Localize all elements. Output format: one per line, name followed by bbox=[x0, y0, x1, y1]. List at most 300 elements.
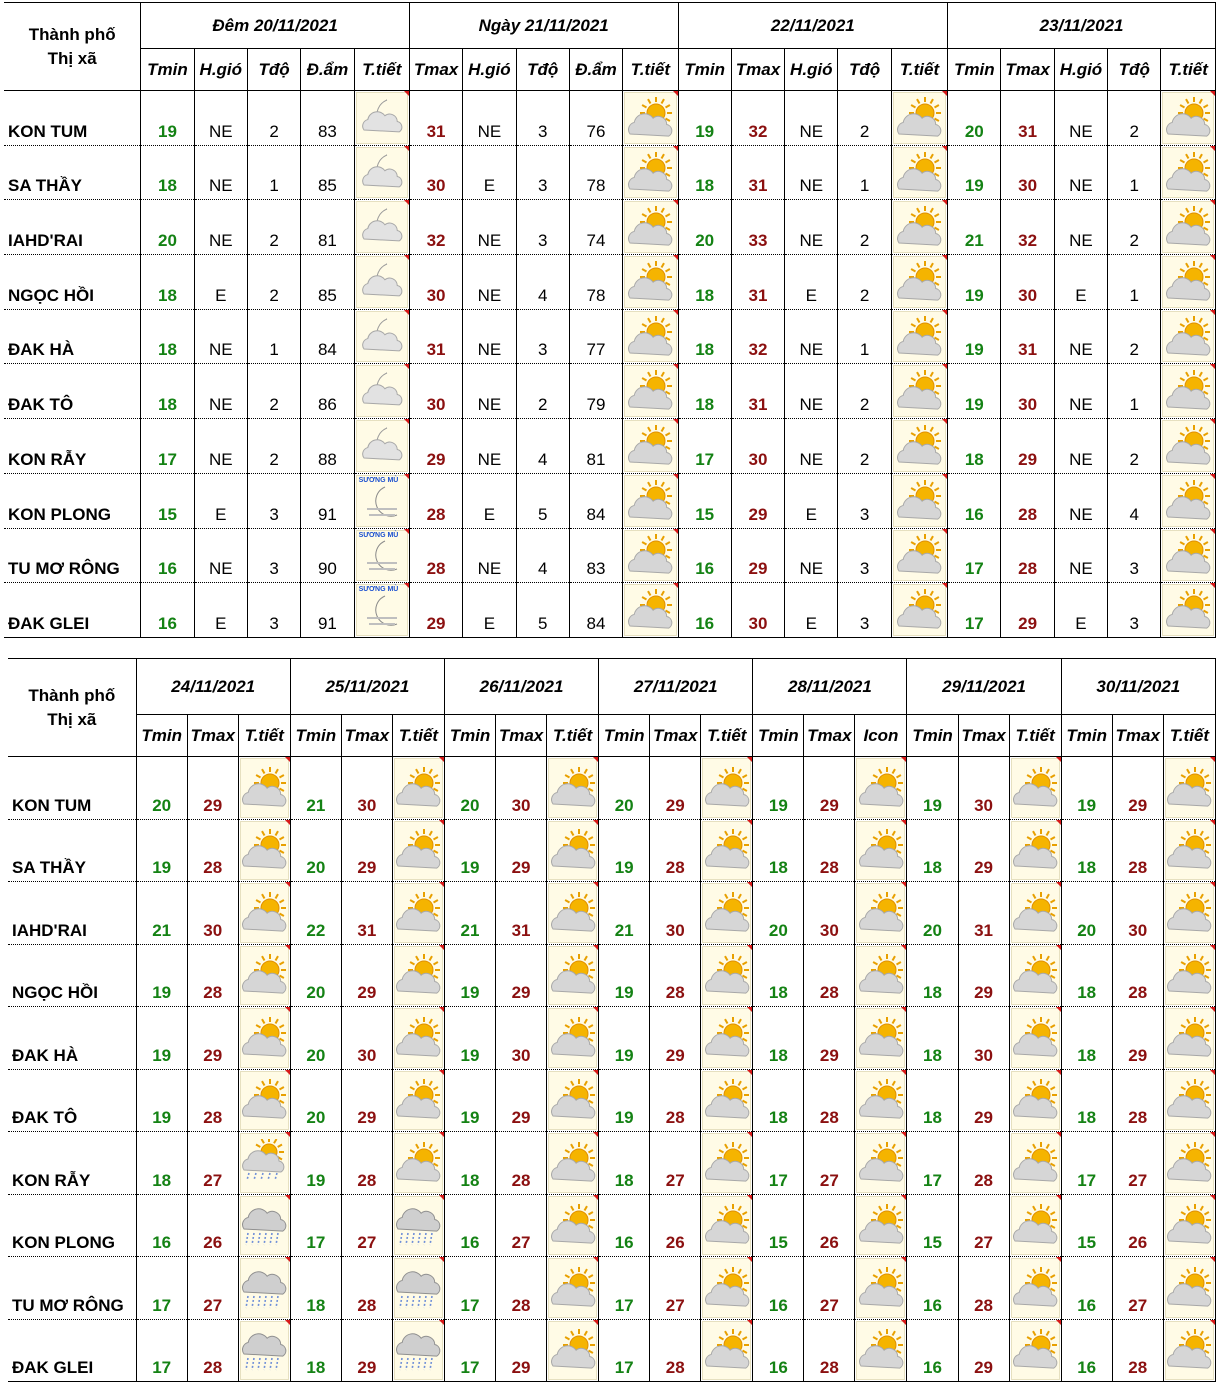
min-temp-cell: 20 bbox=[290, 944, 341, 1007]
max-temp-cell: 28 bbox=[958, 1257, 1009, 1320]
value-cell: 30 bbox=[409, 145, 462, 200]
weather-cell bbox=[891, 583, 947, 638]
max-temp-cell: 27 bbox=[187, 1257, 238, 1320]
sun-cloud-icon bbox=[624, 147, 676, 199]
max-temp-cell: 29 bbox=[1112, 757, 1163, 820]
max-temp-cell: 27 bbox=[1112, 1132, 1163, 1195]
max-temp-cell: 27 bbox=[496, 1194, 547, 1257]
value-cell: 18 bbox=[678, 309, 731, 364]
max-temp-cell: 28 bbox=[1112, 1319, 1163, 1382]
sun-cloud-icon bbox=[1011, 946, 1060, 1006]
sun-cloud-icon bbox=[1011, 1258, 1060, 1318]
max-temp-cell: 29 bbox=[496, 944, 547, 1007]
weather-cell bbox=[701, 1132, 753, 1195]
value-cell: 84 bbox=[569, 473, 622, 528]
min-temp-cell: 16 bbox=[1061, 1319, 1112, 1382]
weather-cell bbox=[392, 1007, 444, 1070]
weather-cell bbox=[1161, 583, 1216, 638]
column-header: T.tiết bbox=[1161, 49, 1216, 91]
sun-cloud-icon bbox=[1011, 758, 1060, 818]
value-cell: 18 bbox=[678, 145, 731, 200]
value-cell: 3 bbox=[1108, 528, 1161, 583]
value-cell: NE bbox=[785, 309, 838, 364]
sun-cloud-icon bbox=[1165, 946, 1214, 1006]
sun-cloud-icon bbox=[240, 883, 289, 943]
sun-cloud-icon bbox=[893, 530, 946, 582]
value-cell: 18 bbox=[948, 419, 1001, 474]
rain-cloud-icon bbox=[394, 1258, 443, 1318]
value-cell: 88 bbox=[301, 419, 354, 474]
value-cell: 1 bbox=[247, 145, 300, 200]
fog-night-icon bbox=[356, 584, 408, 636]
min-temp-cell: 20 bbox=[290, 819, 341, 882]
max-temp-cell: 26 bbox=[804, 1194, 855, 1257]
table-row bbox=[8, 1194, 1216, 1257]
min-temp-cell: 20 bbox=[753, 882, 804, 945]
min-temp-cell: 19 bbox=[444, 1069, 495, 1132]
weather-cell bbox=[1163, 1069, 1215, 1132]
max-temp-cell: 27 bbox=[804, 1257, 855, 1320]
sun-cloud-icon bbox=[1162, 92, 1214, 144]
min-temp-cell: 18 bbox=[136, 1132, 187, 1195]
weather-cell bbox=[891, 309, 947, 364]
sun-cloud-icon bbox=[394, 883, 443, 943]
weather-cell bbox=[354, 145, 409, 200]
column-header: Tmax bbox=[958, 715, 1009, 757]
min-temp-cell: 18 bbox=[1061, 944, 1112, 1007]
value-cell: NE bbox=[463, 309, 516, 364]
weather-cell bbox=[1009, 1319, 1061, 1382]
sun-cloud-icon bbox=[1162, 365, 1214, 417]
weather-cell bbox=[701, 819, 753, 882]
max-temp-cell: 30 bbox=[341, 1007, 392, 1070]
min-temp-cell: 18 bbox=[907, 819, 958, 882]
max-temp-cell: 29 bbox=[496, 1069, 547, 1132]
column-header: T.tiết bbox=[392, 715, 444, 757]
value-cell: 2 bbox=[838, 200, 891, 255]
sun-cloud-icon bbox=[856, 1258, 905, 1318]
value-cell: 78 bbox=[569, 255, 622, 310]
value-cell: NE bbox=[463, 419, 516, 474]
weather-cell bbox=[1163, 819, 1215, 882]
value-cell: 18 bbox=[678, 255, 731, 310]
value-cell: 17 bbox=[141, 419, 194, 474]
value-cell: 2 bbox=[1108, 309, 1161, 364]
value-cell: 29 bbox=[409, 583, 462, 638]
column-header: Tmin bbox=[141, 49, 194, 91]
value-cell: 28 bbox=[409, 528, 462, 583]
sun-cloud-icon bbox=[1162, 311, 1214, 363]
weather-cell bbox=[1161, 91, 1216, 146]
location-name: TU MƠ RÔNG bbox=[4, 528, 141, 583]
location-name: ĐAK GLEI bbox=[4, 583, 141, 638]
column-header: Tmax bbox=[341, 715, 392, 757]
min-temp-cell: 18 bbox=[753, 1069, 804, 1132]
value-cell: 29 bbox=[731, 473, 784, 528]
sun-cloud-icon bbox=[624, 365, 676, 417]
min-temp-cell: 16 bbox=[753, 1257, 804, 1320]
value-cell: NE bbox=[194, 528, 247, 583]
value-cell: 91 bbox=[301, 473, 354, 528]
column-header: Đ.ẩm bbox=[301, 49, 354, 91]
sun-cloud-icon bbox=[1162, 530, 1214, 582]
date-header: 27/11/2021 bbox=[599, 659, 753, 715]
sun-cloud-icon bbox=[1162, 147, 1214, 199]
max-temp-cell: 29 bbox=[650, 1007, 701, 1070]
weather-cell bbox=[855, 1257, 907, 1320]
max-temp-cell: 29 bbox=[341, 819, 392, 882]
min-temp-cell: 16 bbox=[136, 1194, 187, 1257]
weather-cell bbox=[623, 419, 678, 474]
sun-cloud-icon bbox=[394, 946, 443, 1006]
min-temp-cell: 15 bbox=[753, 1194, 804, 1257]
value-cell: 29 bbox=[1001, 419, 1054, 474]
max-temp-cell: 30 bbox=[958, 1007, 1009, 1070]
min-temp-cell: 18 bbox=[599, 1132, 650, 1195]
weather-cell bbox=[238, 1257, 290, 1320]
weather-cell bbox=[238, 1194, 290, 1257]
max-temp-cell: 28 bbox=[341, 1132, 392, 1195]
column-header: Đ.ẩm bbox=[569, 49, 622, 91]
min-temp-cell: 18 bbox=[753, 1007, 804, 1070]
value-cell: 30 bbox=[1001, 364, 1054, 419]
weather-cell bbox=[1009, 944, 1061, 1007]
sun-cloud-icon bbox=[1011, 821, 1060, 881]
date-header: 28/11/2021 bbox=[753, 659, 907, 715]
value-cell: 15 bbox=[678, 473, 731, 528]
value-cell: 2 bbox=[247, 255, 300, 310]
value-cell: 33 bbox=[731, 200, 784, 255]
value-cell: 4 bbox=[516, 528, 569, 583]
weather-cell bbox=[547, 1319, 599, 1382]
max-temp-cell: 26 bbox=[187, 1194, 238, 1257]
weather-cell bbox=[547, 757, 599, 820]
value-cell: NE bbox=[194, 91, 247, 146]
value-cell: 18 bbox=[141, 255, 194, 310]
max-temp-cell: 29 bbox=[958, 1319, 1009, 1382]
value-cell: E bbox=[194, 583, 247, 638]
max-temp-cell: 29 bbox=[496, 819, 547, 882]
min-temp-cell: 17 bbox=[599, 1257, 650, 1320]
weather-cell bbox=[547, 882, 599, 945]
weather-cell bbox=[547, 1257, 599, 1320]
value-cell: NE bbox=[785, 419, 838, 474]
max-temp-cell: 28 bbox=[650, 819, 701, 882]
value-cell: 2 bbox=[1108, 91, 1161, 146]
column-header: Tmin bbox=[136, 715, 187, 757]
max-temp-cell: 28 bbox=[804, 944, 855, 1007]
value-cell: 1 bbox=[838, 309, 891, 364]
min-temp-cell: 19 bbox=[599, 944, 650, 1007]
value-cell: 31 bbox=[731, 145, 784, 200]
value-cell: 1 bbox=[838, 145, 891, 200]
weather-cell bbox=[1161, 255, 1216, 310]
max-temp-cell: 28 bbox=[496, 1257, 547, 1320]
cloudy-night-icon bbox=[356, 201, 408, 253]
value-cell: E bbox=[785, 583, 838, 638]
value-cell: 32 bbox=[1001, 200, 1054, 255]
table-row bbox=[8, 1007, 1216, 1070]
min-temp-cell: 17 bbox=[1061, 1132, 1112, 1195]
min-temp-cell: 21 bbox=[290, 757, 341, 820]
min-temp-cell: 19 bbox=[136, 819, 187, 882]
min-temp-cell: 20 bbox=[599, 757, 650, 820]
sun-cloud-icon bbox=[548, 1133, 597, 1193]
sun-cloud-icon bbox=[1165, 883, 1214, 943]
location-name: IAHD'RAI bbox=[8, 882, 136, 945]
min-temp-cell: 22 bbox=[290, 882, 341, 945]
min-temp-cell: 21 bbox=[444, 882, 495, 945]
min-temp-cell: 18 bbox=[290, 1319, 341, 1382]
sun-cloud-icon bbox=[624, 584, 676, 636]
min-temp-cell: 19 bbox=[136, 1069, 187, 1132]
fog-night-icon bbox=[356, 475, 408, 527]
table-row bbox=[4, 528, 1216, 583]
weather-cell bbox=[623, 528, 678, 583]
location-header-line1: Thành phố bbox=[28, 24, 116, 44]
value-cell: NE bbox=[785, 145, 838, 200]
value-cell: 17 bbox=[678, 419, 731, 474]
date-header: 22/11/2021 bbox=[678, 3, 948, 49]
column-header: Tmax bbox=[409, 49, 462, 91]
value-cell: 18 bbox=[678, 364, 731, 419]
weather-cell bbox=[392, 944, 444, 1007]
value-cell: 30 bbox=[1001, 255, 1054, 310]
weather-cell bbox=[701, 1257, 753, 1320]
column-header: T.tiết bbox=[547, 715, 599, 757]
min-temp-cell: 20 bbox=[290, 1069, 341, 1132]
max-temp-cell: 30 bbox=[804, 882, 855, 945]
sun-cloud-icon bbox=[702, 883, 751, 943]
sun-cloud-icon bbox=[893, 92, 946, 144]
min-temp-cell: 17 bbox=[444, 1257, 495, 1320]
value-cell: 2 bbox=[838, 364, 891, 419]
min-temp-cell: 15 bbox=[1061, 1194, 1112, 1257]
weather-cell bbox=[701, 882, 753, 945]
min-temp-cell: 16 bbox=[1061, 1257, 1112, 1320]
max-temp-cell: 31 bbox=[496, 882, 547, 945]
min-temp-cell: 20 bbox=[444, 757, 495, 820]
column-header: Tmax bbox=[496, 715, 547, 757]
sun-cloud-icon bbox=[548, 821, 597, 881]
value-cell: E bbox=[785, 255, 838, 310]
weather-cell bbox=[547, 819, 599, 882]
column-header: Tmax bbox=[187, 715, 238, 757]
max-temp-cell: 27 bbox=[804, 1132, 855, 1195]
date-header: Ngày 21/11/2021 bbox=[409, 3, 678, 49]
sun-cloud-icon bbox=[394, 821, 443, 881]
location-name: ĐAK HÀ bbox=[4, 309, 141, 364]
max-temp-cell: 29 bbox=[958, 1069, 1009, 1132]
value-cell: 29 bbox=[731, 528, 784, 583]
min-temp-cell: 21 bbox=[599, 882, 650, 945]
value-cell: 86 bbox=[301, 364, 354, 419]
min-temp-cell: 19 bbox=[907, 757, 958, 820]
sun-cloud-icon bbox=[702, 821, 751, 881]
weather-cell bbox=[1009, 1194, 1061, 1257]
max-temp-cell: 29 bbox=[804, 1007, 855, 1070]
sun-cloud-icon bbox=[1165, 1008, 1214, 1068]
column-header: T.tiết bbox=[1163, 715, 1215, 757]
value-cell: 2 bbox=[1108, 200, 1161, 255]
weather-cell bbox=[1161, 364, 1216, 419]
weather-cell bbox=[855, 1194, 907, 1257]
location-name: SA THẦY bbox=[4, 145, 141, 200]
value-cell: 85 bbox=[301, 255, 354, 310]
forecast-table-week1 bbox=[4, 2, 1216, 638]
table-row bbox=[4, 419, 1216, 474]
min-temp-cell: 18 bbox=[753, 819, 804, 882]
fog-label: SƯƠNG MÙ bbox=[358, 476, 399, 484]
sun-cloud-icon bbox=[856, 1196, 905, 1256]
location-name: ĐAK HÀ bbox=[8, 1007, 136, 1070]
value-cell: 19 bbox=[948, 255, 1001, 310]
cloudy-night-icon bbox=[356, 147, 408, 199]
weather-cell bbox=[354, 419, 409, 474]
sun-cloud-icon bbox=[1165, 821, 1214, 881]
column-header: T.tiết bbox=[701, 715, 753, 757]
value-cell: 29 bbox=[1001, 583, 1054, 638]
weather-cell bbox=[701, 757, 753, 820]
weather-cell bbox=[891, 255, 947, 310]
sun-cloud-icon bbox=[1011, 1133, 1060, 1193]
sun-rain-icon bbox=[240, 1133, 289, 1193]
sun-cloud-icon bbox=[624, 475, 676, 527]
weather-cell bbox=[547, 944, 599, 1007]
max-temp-cell: 29 bbox=[341, 944, 392, 1007]
sun-cloud-icon bbox=[1162, 201, 1214, 253]
value-cell: 19 bbox=[678, 91, 731, 146]
fog-night-icon bbox=[356, 530, 408, 582]
value-cell: 74 bbox=[569, 200, 622, 255]
weather-cell bbox=[392, 1194, 444, 1257]
sun-cloud-icon bbox=[1162, 256, 1214, 308]
sun-cloud-icon bbox=[893, 420, 946, 472]
value-cell: NE bbox=[785, 200, 838, 255]
table-row bbox=[4, 364, 1216, 419]
column-header: Tmax bbox=[1001, 49, 1054, 91]
value-cell: 3 bbox=[516, 200, 569, 255]
value-cell: 2 bbox=[247, 91, 300, 146]
cloudy-night-icon bbox=[356, 256, 408, 308]
column-header: Tđộ bbox=[838, 49, 891, 91]
min-temp-cell: 20 bbox=[907, 882, 958, 945]
sun-cloud-icon bbox=[893, 475, 946, 527]
sun-cloud-icon bbox=[1011, 883, 1060, 943]
sun-cloud-icon bbox=[893, 256, 946, 308]
weather-cell bbox=[238, 1069, 290, 1132]
weather-cell bbox=[623, 473, 678, 528]
value-cell: E bbox=[463, 145, 516, 200]
max-temp-cell: 28 bbox=[650, 1069, 701, 1132]
weather-cell bbox=[238, 1007, 290, 1070]
weather-cell bbox=[1161, 419, 1216, 474]
sun-cloud-icon bbox=[1162, 420, 1214, 472]
value-cell: 76 bbox=[569, 91, 622, 146]
value-cell: 3 bbox=[838, 473, 891, 528]
weather-cell bbox=[1009, 1257, 1061, 1320]
max-temp-cell: 31 bbox=[341, 882, 392, 945]
value-cell: 83 bbox=[569, 528, 622, 583]
weather-cell bbox=[855, 882, 907, 945]
column-header: Tmin bbox=[1061, 715, 1112, 757]
weather-cell bbox=[354, 473, 409, 528]
weather-cell bbox=[238, 944, 290, 1007]
column-header: Tmin bbox=[753, 715, 804, 757]
sun-cloud-icon bbox=[856, 1321, 905, 1381]
max-temp-cell: 28 bbox=[496, 1132, 547, 1195]
weather-cell bbox=[547, 1132, 599, 1195]
sun-cloud-icon bbox=[1165, 758, 1214, 818]
min-temp-cell: 19 bbox=[136, 944, 187, 1007]
value-cell: 3 bbox=[1108, 583, 1161, 638]
value-cell: 17 bbox=[948, 583, 1001, 638]
sun-cloud-icon bbox=[548, 1196, 597, 1256]
location-name: IAHD'RAI bbox=[4, 200, 141, 255]
location-name: NGỌC HỒI bbox=[4, 255, 141, 310]
max-temp-cell: 29 bbox=[650, 757, 701, 820]
sun-cloud-icon bbox=[548, 1258, 597, 1318]
max-temp-cell: 29 bbox=[804, 757, 855, 820]
column-header: Tmax bbox=[1112, 715, 1163, 757]
value-cell: 3 bbox=[838, 583, 891, 638]
max-temp-cell: 30 bbox=[496, 757, 547, 820]
table-row bbox=[4, 145, 1216, 200]
column-header: Tmin bbox=[948, 49, 1001, 91]
min-temp-cell: 21 bbox=[136, 882, 187, 945]
value-cell: 84 bbox=[301, 309, 354, 364]
location-name: KON PLONG bbox=[4, 473, 141, 528]
max-temp-cell: 28 bbox=[804, 1319, 855, 1382]
max-temp-cell: 31 bbox=[958, 882, 1009, 945]
min-temp-cell: 16 bbox=[907, 1319, 958, 1382]
column-header: Tđộ bbox=[247, 49, 300, 91]
value-cell: NE bbox=[463, 528, 516, 583]
value-cell: 3 bbox=[516, 91, 569, 146]
rain-cloud-icon bbox=[240, 1258, 289, 1318]
weather-cell bbox=[354, 200, 409, 255]
value-cell: 2 bbox=[247, 419, 300, 474]
table-row bbox=[8, 882, 1216, 945]
rain-cloud-icon bbox=[394, 1196, 443, 1256]
sun-cloud-icon bbox=[624, 256, 676, 308]
sun-cloud-icon bbox=[1011, 1071, 1060, 1131]
table-row bbox=[4, 583, 1216, 638]
location-name: ĐAK TÔ bbox=[8, 1069, 136, 1132]
value-cell: 84 bbox=[569, 583, 622, 638]
weather-cell bbox=[354, 364, 409, 419]
value-cell: 17 bbox=[948, 528, 1001, 583]
weather-cell bbox=[392, 757, 444, 820]
sun-cloud-icon bbox=[624, 92, 676, 144]
weather-cell bbox=[1161, 145, 1216, 200]
max-temp-cell: 30 bbox=[1112, 882, 1163, 945]
date-header: 24/11/2021 bbox=[136, 659, 290, 715]
table-row bbox=[8, 1132, 1216, 1195]
value-cell: E bbox=[1054, 255, 1107, 310]
table-row bbox=[8, 819, 1216, 882]
weather-cell bbox=[701, 1319, 753, 1382]
min-temp-cell: 18 bbox=[907, 1007, 958, 1070]
value-cell: E bbox=[194, 255, 247, 310]
value-cell: 5 bbox=[516, 473, 569, 528]
weather-cell bbox=[623, 91, 678, 146]
sun-cloud-icon bbox=[1162, 475, 1214, 527]
column-header: Tmax bbox=[731, 49, 784, 91]
sun-cloud-icon bbox=[1165, 1321, 1214, 1381]
max-temp-cell: 28 bbox=[804, 819, 855, 882]
max-temp-cell: 26 bbox=[650, 1194, 701, 1257]
